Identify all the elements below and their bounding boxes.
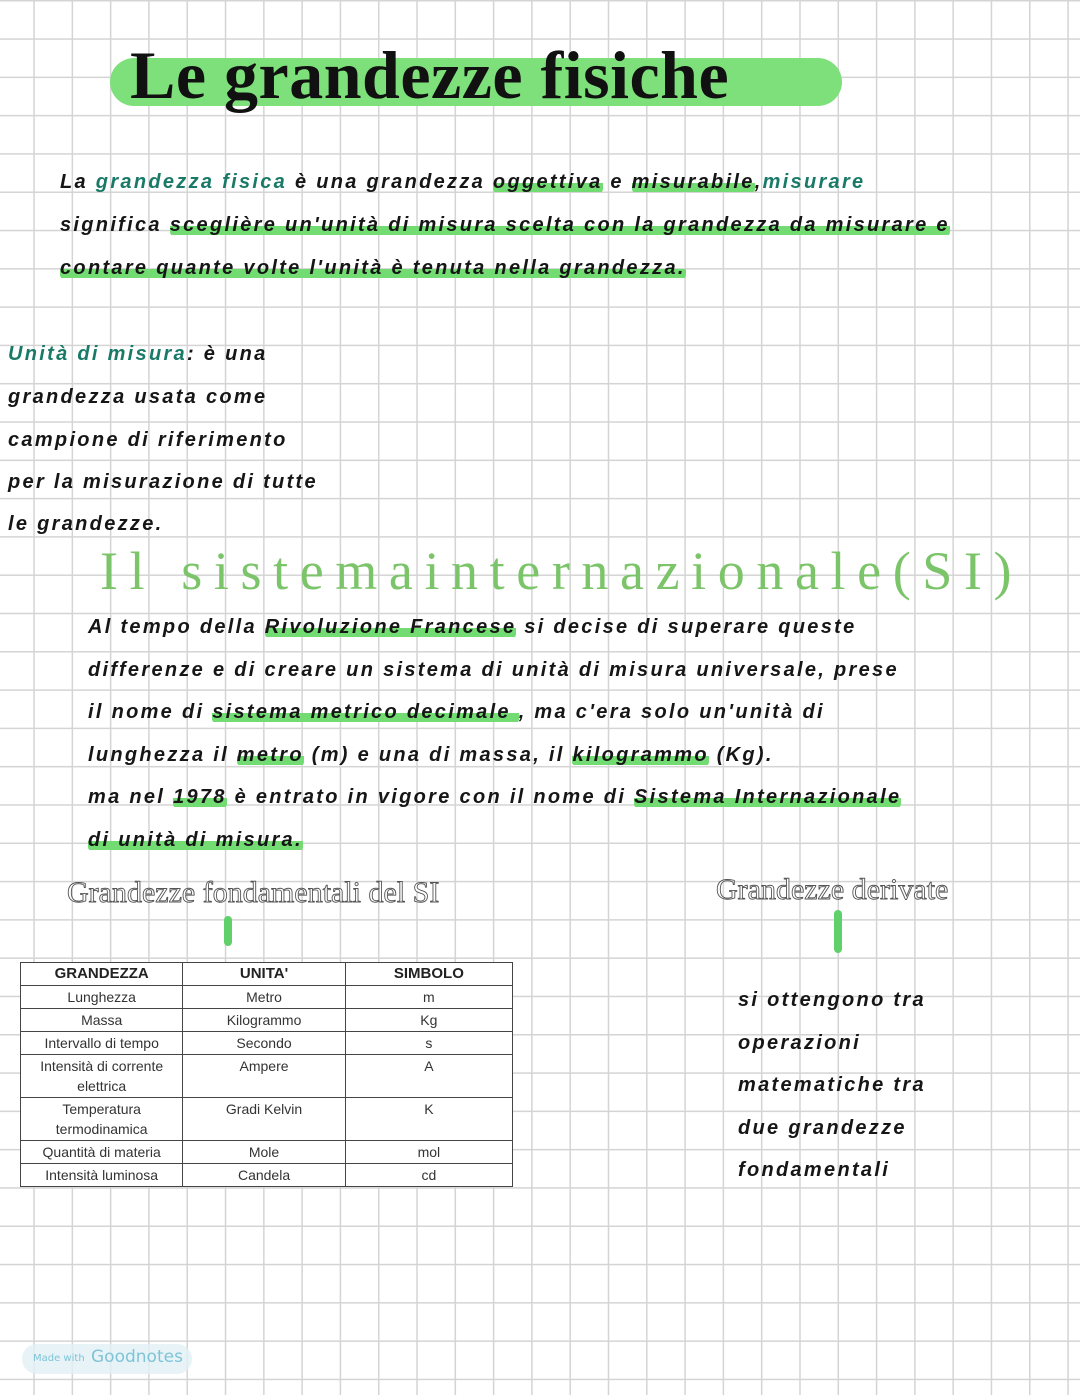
text-line [88, 784, 901, 810]
text-line [8, 341, 268, 367]
table-cell: Intensità luminosa [21, 1164, 183, 1187]
table-header: UNITA' [183, 963, 345, 986]
table-cell: Kg [345, 1009, 512, 1032]
highlighted-text: sceglière un'unità di misura scelta con la grandezza da misurare e [169, 214, 950, 236]
keyword-text: misurare [762, 171, 866, 193]
highlighted-text: di unità di misura. [88, 829, 303, 851]
fundamental-heading: Grandezze fondamentali del SI [67, 876, 440, 909]
text-segment: significa [60, 214, 170, 236]
table-row [21, 1098, 513, 1141]
text-line [738, 1072, 926, 1098]
text-line [60, 212, 950, 238]
text-segment: : è una [186, 343, 268, 365]
text-segment: e [602, 171, 632, 193]
watermark-prefix: Made with [33, 1353, 85, 1364]
text-segment: La [60, 171, 96, 193]
text-segment: è una grandezza [287, 171, 493, 193]
table-row [21, 1032, 513, 1055]
text-segment: campione di riferimento [8, 429, 288, 451]
watermark-brand: Goodnotes [91, 1347, 183, 1367]
highlighted-text: misurabile [631, 171, 755, 193]
text-line [738, 1030, 861, 1056]
keyword-text: Unità di misura [8, 343, 187, 365]
text-line [738, 1115, 907, 1141]
table-cell: Intensità di corrente elettrica [21, 1055, 183, 1098]
keyword-text: grandezza fisica [95, 171, 288, 193]
table-cell: cd [345, 1164, 512, 1187]
table-cell: Mole [183, 1141, 345, 1164]
table-cell: Intervallo di tempo [21, 1032, 183, 1055]
si-heading: Il sistemainternazionale(SI) [100, 541, 1024, 601]
highlighted-text: Rivoluzione Francese [264, 616, 517, 638]
text-segment: due grandezze [738, 1117, 907, 1139]
highlighted-text: sistema metrico decimale [212, 701, 519, 723]
text-line [8, 384, 267, 410]
table-row [21, 1055, 513, 1098]
text-segment: lunghezza il [88, 744, 237, 766]
table-cell: K [345, 1098, 512, 1141]
text-segment: (Kg). [708, 744, 774, 766]
text-segment: le grandezze. [8, 513, 164, 535]
text-line [88, 742, 774, 768]
highlighted-text: kilogrammo [572, 744, 709, 766]
text-line [738, 987, 926, 1013]
goodnotes-watermark [22, 1344, 192, 1374]
table-row [21, 1164, 513, 1187]
text-segment: (m) e una di massa, il [303, 744, 573, 766]
text-segment: si decise di superare queste [516, 616, 857, 638]
text-segment: differenze e di creare un sistema di unità di misura universale, prese [88, 659, 899, 681]
text-segment: matematiche tra [738, 1074, 926, 1096]
table-row [21, 1009, 513, 1032]
table-cell: Lunghezza [21, 986, 183, 1009]
text-line [60, 255, 686, 281]
table-cell: Quantità di materia [21, 1141, 183, 1164]
table-cell: Secondo [183, 1032, 345, 1055]
text-segment: operazioni [738, 1032, 862, 1054]
table-cell: Massa [21, 1009, 183, 1032]
text-segment: fondamentali [738, 1159, 891, 1181]
text-line [8, 427, 288, 453]
text-line [8, 469, 318, 495]
derived-heading: Grandezze derivate [716, 873, 949, 906]
text-segment: , ma c'era solo un'unità di [518, 701, 825, 723]
table-row [21, 986, 513, 1009]
text-line [60, 169, 865, 195]
highlighted-text: metro [236, 744, 304, 766]
text-segment: grandezza usata come [8, 386, 268, 408]
highlighted-text: 1978 [173, 786, 227, 808]
highlighted-text: Sistema Internazionale [634, 786, 902, 808]
table-header: GRANDEZZA [21, 963, 183, 986]
table-cell: Metro [183, 986, 345, 1009]
table-cell: Kilogrammo [183, 1009, 345, 1032]
text-line [88, 657, 899, 683]
table-row [21, 1141, 513, 1164]
arrow-mark [224, 916, 232, 946]
text-line [88, 614, 857, 640]
text-segment: il nome di [88, 701, 213, 723]
table-cell: A [345, 1055, 512, 1098]
text-line [88, 827, 303, 853]
text-segment: si ottengono tra [738, 989, 926, 1011]
highlighted-text: contare quante volte l'unità è tenuta nella grandezza. [60, 257, 686, 279]
text-segment: è entrato in vigore con il nome di [226, 786, 635, 808]
text-segment: Al tempo della [88, 616, 265, 638]
table-cell: Gradi Kelvin [183, 1098, 345, 1141]
arrow-mark [834, 910, 842, 953]
text-line [8, 511, 164, 537]
table-cell: Candela [183, 1164, 345, 1187]
text-segment: ma nel [88, 786, 174, 808]
si-units-table [20, 962, 513, 1187]
text-line [738, 1157, 890, 1183]
table-header: SIMBOLO [345, 963, 512, 986]
table-cell: mol [345, 1141, 512, 1164]
text-segment: per la misurazione di tutte [8, 471, 318, 493]
page-title: Le grandezze fisiche [130, 37, 730, 113]
table-cell: Temperatura termodinamica [21, 1098, 183, 1141]
table-cell: Ampere [183, 1055, 345, 1098]
text-line [88, 699, 825, 725]
highlighted-text: oggettiva [492, 171, 603, 193]
table-cell: m [345, 986, 512, 1009]
text-segment: , [754, 171, 763, 193]
table-cell: s [345, 1032, 512, 1055]
